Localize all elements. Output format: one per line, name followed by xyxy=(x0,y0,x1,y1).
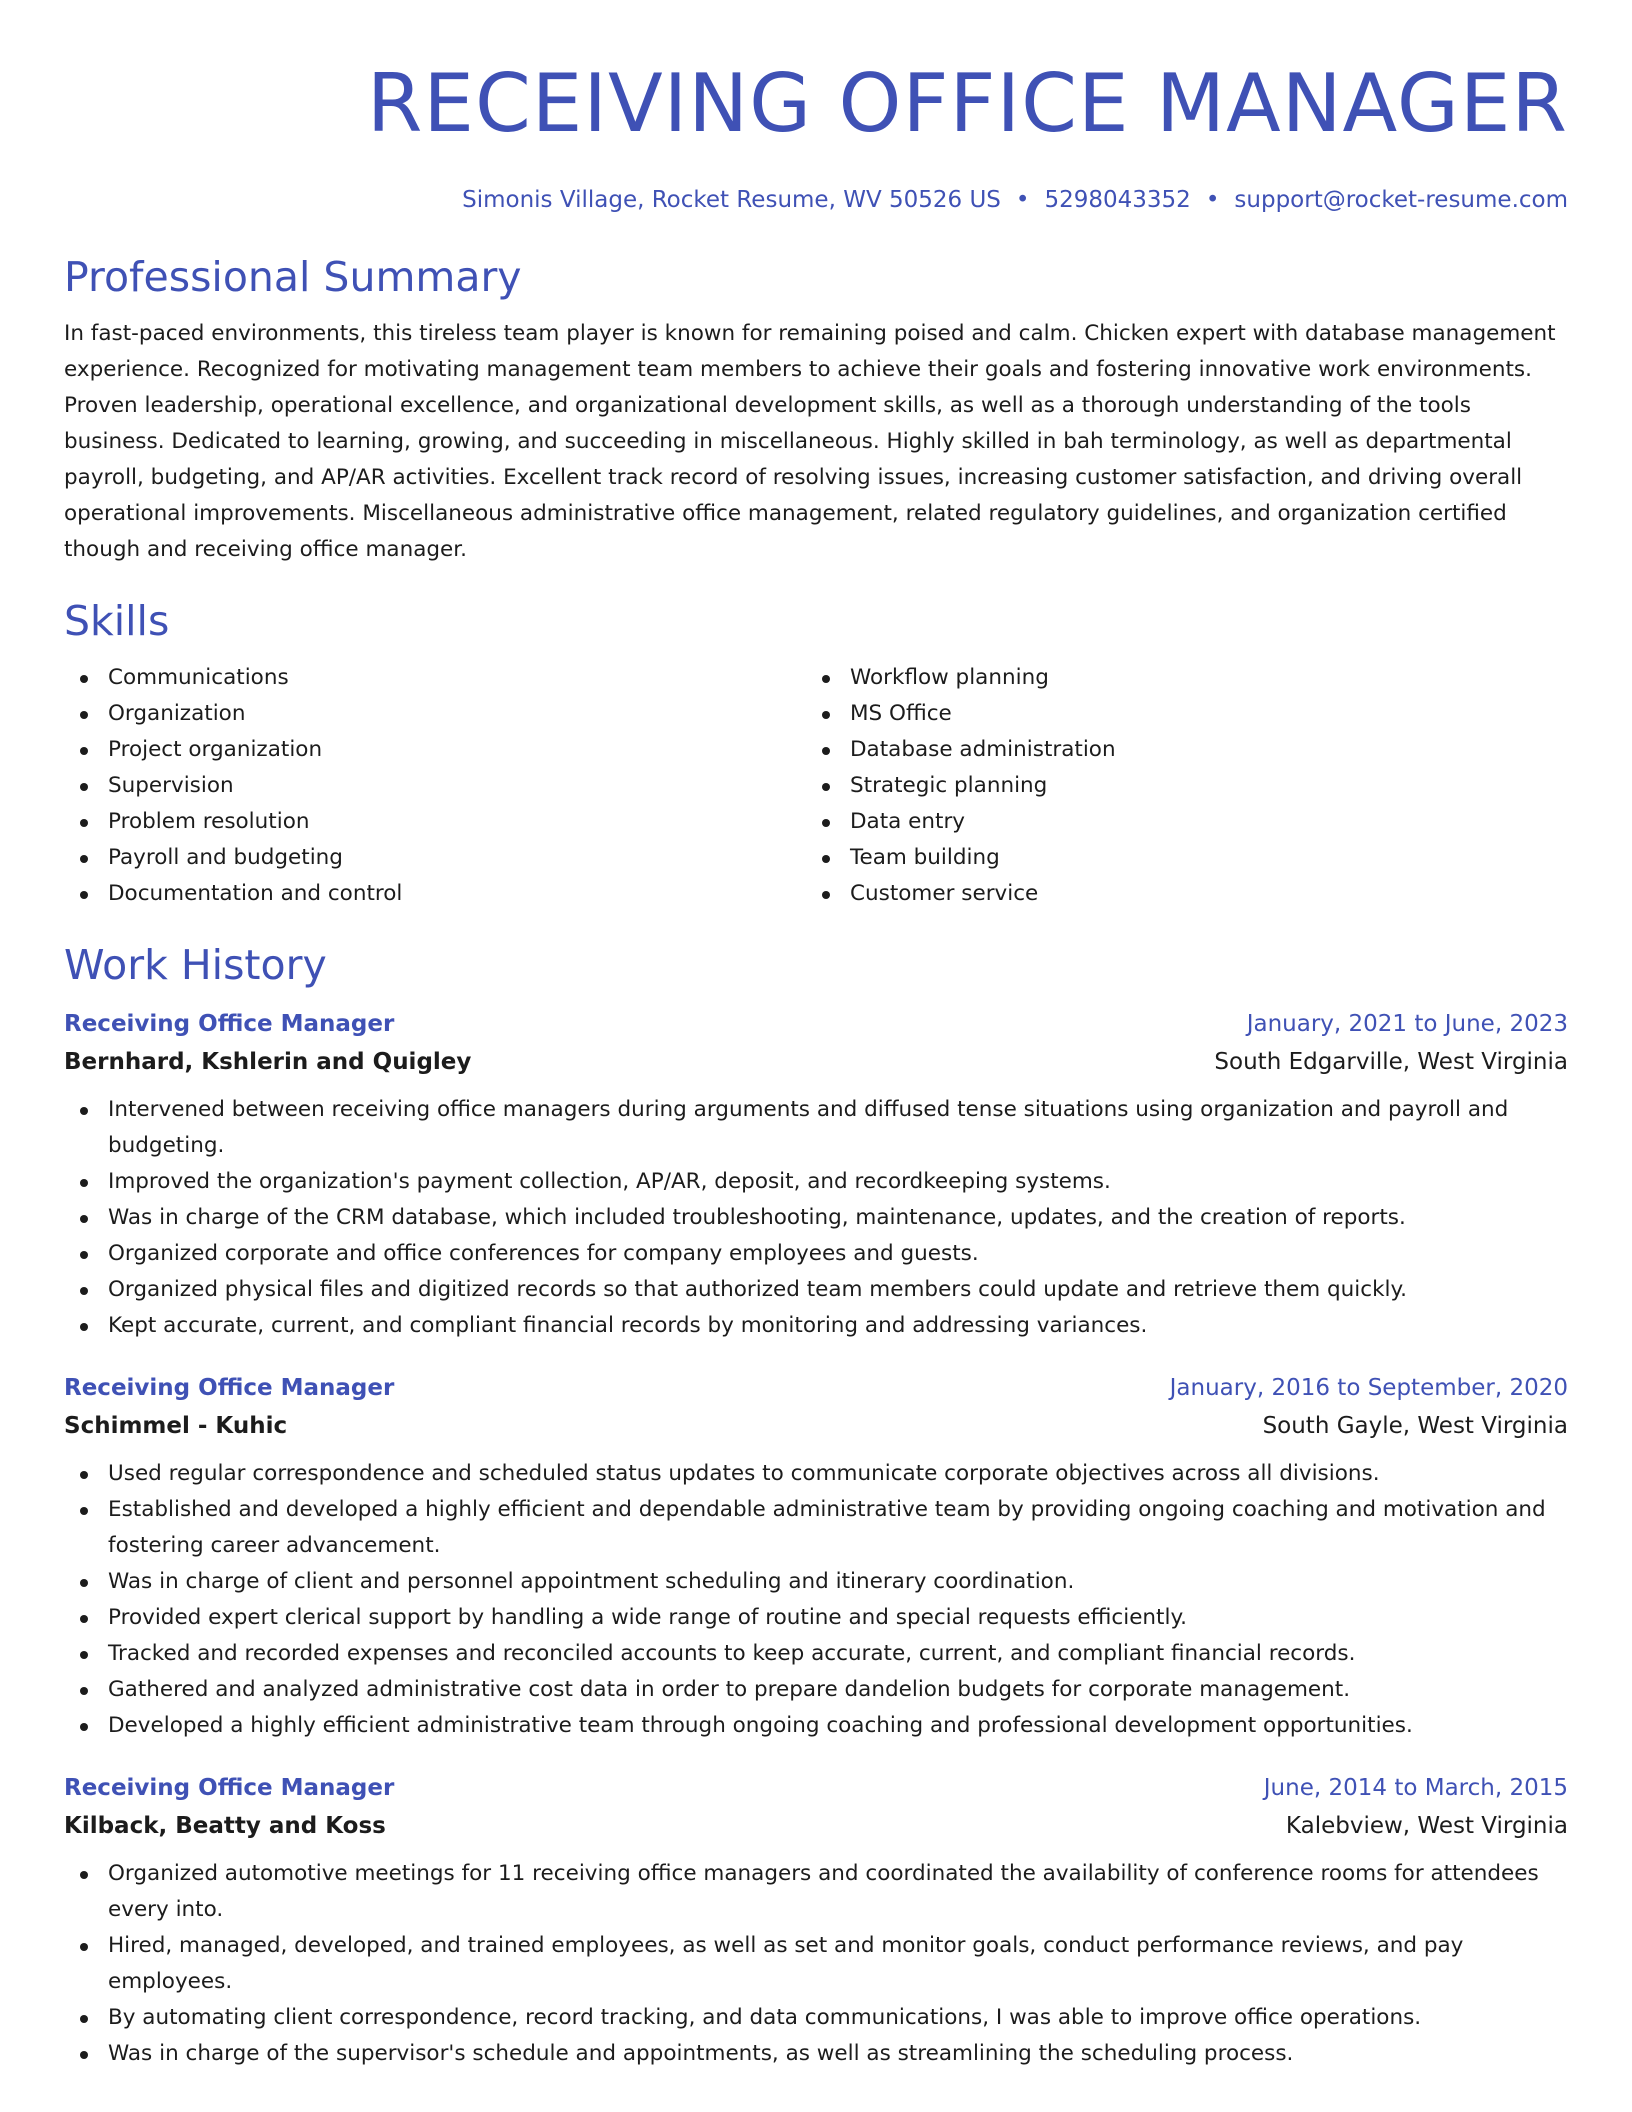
job-entry xyxy=(64,1006,1568,1344)
job-title: Receiving Office Manager xyxy=(64,1011,395,1037)
job-location: South Gayle, West Virginia xyxy=(1262,1413,1568,1439)
skills-column-right xyxy=(806,660,1116,912)
skill-item: Organization xyxy=(64,696,806,732)
job-location: Kalebview, West Virginia xyxy=(1285,1813,1568,1839)
skill-item: Strategic planning xyxy=(806,768,1116,804)
contact-address: Simonis Village, Rocket Resume, WV 50526 US xyxy=(462,187,1001,213)
job-company-row xyxy=(64,1406,1568,1446)
job-dates: June, 2014 to March, 2015 xyxy=(1263,1775,1568,1801)
job-company: Schimmel - Kuhic xyxy=(64,1413,288,1439)
job-bullet: Organized physical files and digitized records so that authorized team members could update and retrieve them quickly. xyxy=(64,1272,1568,1308)
skills-column-left xyxy=(64,660,806,912)
skill-item: MS Office xyxy=(806,696,1116,732)
summary-heading: Professional Summary xyxy=(64,253,522,301)
skill-item: Project organization xyxy=(64,732,806,768)
job-bullet: Was in charge of the supervisor's schedule and appointments, as well as streamlining the scheduling process. xyxy=(64,2036,1568,2072)
skill-item: Database administration xyxy=(806,732,1116,768)
job-title: Receiving Office Manager xyxy=(64,1775,395,1801)
job-bullet: Improved the organization's payment collection, AP/AR, deposit, and recordkeeping systems. xyxy=(64,1164,1568,1200)
job-bullet: Was in charge of client and personnel appointment scheduling and itinerary coordination. xyxy=(64,1564,1568,1600)
job-header-row xyxy=(64,1770,1568,1806)
skill-item: Customer service xyxy=(806,876,1116,912)
job-entry xyxy=(64,1770,1568,2072)
job-bullet: Provided expert clerical support by handling a wide range of routine and special requests efficiently. xyxy=(64,1600,1568,1636)
job-bullets xyxy=(64,1856,1568,2072)
contact-separator: • xyxy=(1015,187,1030,213)
contact-line xyxy=(64,186,1568,214)
skills-list xyxy=(64,660,1568,912)
job-bullet: Used regular correspondence and scheduled status updates to communicate corporate objectives across all divisions. xyxy=(64,1456,1568,1492)
job-bullet: Gathered and analyzed administrative cost data in order to prepare dandelion budgets for corporate management. xyxy=(64,1672,1568,1708)
job-company: Kilback, Beatty and Koss xyxy=(64,1813,386,1839)
skill-item: Team building xyxy=(806,840,1116,876)
job-bullet: Hired, managed, developed, and trained employees, as well as set and monitor goals, conduct performance reviews, and pay employees. xyxy=(64,1928,1568,2000)
skill-item: Workflow planning xyxy=(806,660,1116,696)
resume-page xyxy=(64,0,1568,2072)
job-title: Receiving Office Manager xyxy=(64,1375,395,1401)
job-location: South Edgarville, West Virginia xyxy=(1214,1049,1568,1075)
contact-email[interactable]: support@rocket-resume.com xyxy=(1234,187,1568,213)
skill-item: Communications xyxy=(64,660,806,696)
job-company-row xyxy=(64,1806,1568,1846)
job-bullet: Developed a highly efficient administrative team through ongoing coaching and professional development opportunities. xyxy=(64,1708,1568,1744)
skills-heading: Skills xyxy=(64,597,170,645)
job-entry xyxy=(64,1370,1568,1744)
contact-separator: • xyxy=(1205,187,1220,213)
job-bullet: Established and developed a highly efficient and dependable administrative team by providing ongoing coaching and motivation and fostering career advancement. xyxy=(64,1492,1568,1564)
job-bullet: Organized corporate and office conferences for company employees and guests. xyxy=(64,1236,1568,1272)
skill-item: Problem resolution xyxy=(64,804,806,840)
work-history-heading: Work History xyxy=(64,941,327,989)
job-company-row xyxy=(64,1042,1568,1082)
job-bullet: Intervened between receiving office managers during arguments and diffused tense situations using organization and payroll and budgeting. xyxy=(64,1092,1568,1164)
job-dates: January, 2016 to September, 2020 xyxy=(1169,1375,1568,1401)
job-bullet: Was in charge of the CRM database, which included troubleshooting, maintenance, updates, and the creation of reports. xyxy=(64,1200,1568,1236)
job-bullet: Tracked and recorded expenses and reconciled accounts to keep accurate, current, and compliant financial records. xyxy=(64,1636,1568,1672)
resume-title: RECEIVING OFFICE MANAGER xyxy=(366,57,1568,150)
job-bullets xyxy=(64,1456,1568,1744)
job-header-row xyxy=(64,1006,1568,1042)
skill-item: Supervision xyxy=(64,768,806,804)
contact-phone[interactable]: 5298043352 xyxy=(1044,187,1191,213)
job-dates: January, 2021 to June, 2023 xyxy=(1246,1011,1568,1037)
resume-header xyxy=(64,56,1568,214)
summary-text: In fast-paced environments, this tireless team player is known for remaining poised and calm. Chicken expert with database management experience. Recognized for motivating management team members to achieve their goals and fostering innovative work environments. Proven leadership, operational excellence, and organizational development skills, as well as a thorough understanding of the tools business. Dedicated to learning, growing, and succeeding in miscellaneous. Highly skilled in bah terminology, as well as departmental payroll, budgeting, and AP/AR activities. Excellent track record of resolving issues, increasing customer satisfaction, and driving overall operational improvements. Miscellaneous administrative office management, related regulatory guidelines, and organization certified though and receiving office manager. xyxy=(64,321,1556,562)
job-bullets xyxy=(64,1092,1568,1344)
job-company: Bernhard, Kshlerin and Quigley xyxy=(64,1049,472,1075)
job-bullet: By automating client correspondence, record tracking, and data communications, I was able to improve office operations. xyxy=(64,2000,1568,2036)
job-header-row xyxy=(64,1370,1568,1406)
job-bullet: Organized automotive meetings for 11 receiving office managers and coordinated the availability of conference rooms for attendees every into. xyxy=(64,1856,1568,1928)
skill-item: Data entry xyxy=(806,804,1116,840)
skill-item: Payroll and budgeting xyxy=(64,840,806,876)
skill-item: Documentation and control xyxy=(64,876,806,912)
job-bullet: Kept accurate, current, and compliant financial records by monitoring and addressing variances. xyxy=(64,1308,1568,1344)
